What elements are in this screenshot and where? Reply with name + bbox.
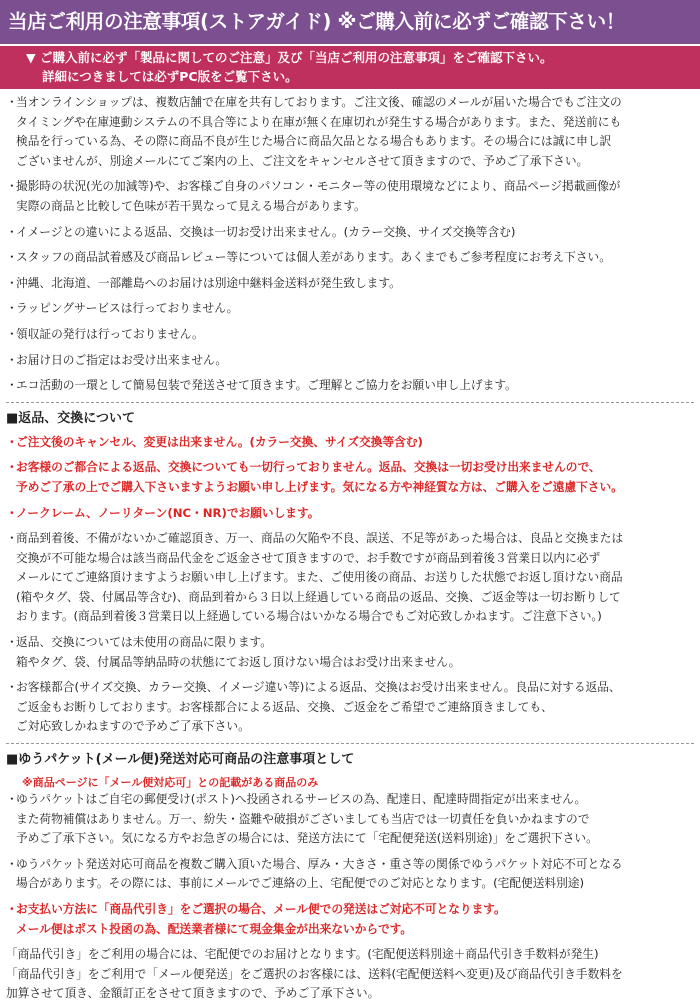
list-item-text — [16, 376, 517, 396]
text-line: 沖縄、北海道、一部離島へのお届けは別途中継料金送料が発生致します。 — [16, 275, 401, 290]
list-item-text — [16, 299, 238, 319]
list-item — [6, 376, 694, 396]
text-line: おります。(商品到着後３営業日以上経過している場合はいかなる場合でもご対応致しかねます。ご注意下さい。) — [16, 609, 602, 624]
list-item — [6, 351, 694, 371]
list-item — [6, 900, 694, 939]
returns-heading: ■返品、交換について — [6, 410, 136, 426]
bullet-icon: ・ — [6, 531, 18, 546]
list-item-text — [16, 633, 460, 672]
divider — [6, 402, 694, 403]
text-line: 検品を行っている為、その際に商品不良が生じた場合に商品欠品となる場合もあります。その場合には誠に申し訳 — [16, 134, 612, 149]
bullet-icon: ・ — [6, 460, 18, 475]
list-item-text — [16, 351, 227, 371]
list-item — [6, 678, 694, 737]
text-line: ご対応致しかねますので予めご了承下さい。 — [16, 719, 250, 734]
list-item-text — [16, 177, 620, 216]
text-line: お客様のご都合による返品、交換についても一切行っておりません。返品、交換は一切お受け出来ませんので、 — [16, 460, 601, 475]
text-line: 予めご了承の上でご購入下さいますようお願い申し上げます。気になる方や神経質な方は、ご購入をご遠慮下さい。 — [16, 479, 623, 494]
text-line: 予めご了承下さい。気になる方やお急ぎの場合には、発送方法にて「宅配便発送(送料別途)」をご選択下さい。 — [16, 831, 598, 846]
text-line: イメージとの違いによる返品、交換は一切お受け出来ません。(カラー交換、サイズ交換等含む) — [16, 224, 516, 239]
text-line: 「商品代引き」をご利用の場合には、宅配便でのお届けとなります。(宅配便送料別途＋商品代引き手数料が発生) — [6, 947, 599, 962]
list-item-text — [16, 458, 623, 497]
bullet-icon: ・ — [6, 635, 18, 650]
text-line: 「商品代引き」をご利用で「メール便発送」をご選択のお客様には、送料(宅配便送料へ変更)及び商品代引き手数料を — [6, 966, 623, 981]
notice-banner — [0, 46, 700, 89]
bullet-icon: ・ — [6, 902, 18, 916]
bullet-icon: ・ — [6, 856, 18, 871]
list-item — [6, 633, 694, 672]
bullet-icon: ・ — [6, 378, 18, 393]
list-item — [6, 93, 694, 171]
list-item — [6, 504, 694, 524]
text-line: タイミングや在庫連動システムの不具合等により在庫が無く在庫切れが発生する場合があります。また、発送前にも — [16, 114, 622, 129]
list-item — [6, 433, 694, 453]
bullet-icon: ・ — [6, 224, 18, 239]
list-item-text — [16, 248, 611, 268]
list-item — [6, 299, 694, 319]
text-line: ご返金もお断りしております。お客様都合による返品、交換、ご返金をご希望でご連絡頂きましても、 — [16, 699, 553, 714]
text-line: ゆうパケット発送対応可商品を複数ご購入頂いた場合、厚み・大きさ・重さ等の関係でゆうパケット対応不可となる — [16, 856, 623, 871]
bullet-icon: ・ — [6, 792, 18, 807]
returns-notes — [6, 529, 694, 737]
list-item — [6, 458, 694, 497]
list-item-text — [16, 678, 621, 737]
list-item — [6, 529, 694, 627]
list-item — [6, 248, 694, 268]
yupacket-notes — [6, 790, 694, 894]
text-line: 領収証の発行は行っておりません。 — [16, 326, 204, 341]
list-item — [6, 223, 694, 243]
list-item-text — [16, 325, 204, 345]
bullet-icon: ・ — [6, 95, 18, 109]
text-line: 場合があります。その際には、事前にメールでご連絡の上、宅配便でのご対応となります。(宅配便送料別途) — [16, 876, 585, 891]
list-item-text — [16, 900, 506, 939]
text-line: エコ活動の一環として簡易包装で発送させて頂きます。ご理解とご協力をお願い申し上げます。 — [16, 378, 517, 393]
bullet-icon: ・ — [6, 434, 18, 449]
returns-red-notes — [6, 433, 694, 523]
bullet-icon: ・ — [6, 250, 18, 265]
list-item-text — [16, 274, 401, 294]
bullet-icon: ・ — [6, 352, 18, 367]
text-line: 返品、交換については未使用の商品に限ります。 — [16, 635, 272, 650]
list-item — [6, 790, 694, 849]
list-item — [6, 325, 694, 345]
text-line: 商品到着後、不備がないかご確認頂き、万一、商品の欠陥や不良、誤送、不足等があった場合は、良品と交換または — [16, 531, 624, 546]
list-item-text — [16, 529, 623, 627]
text-line: (箱やタグ、袋、付属品等含む)、商品到着から３日以上経過している商品の返品、交換、ご返金等は一切お断りして — [16, 589, 621, 604]
list-item-text — [16, 855, 623, 894]
bullet-icon: ・ — [6, 301, 18, 316]
text-line: メール便はポスト投函の為、配送業者様にて現金集金が出来ないからです。 — [16, 921, 413, 936]
text-line: お届け日のご指定はお受け出来ません。 — [16, 352, 228, 367]
text-line: お客様都合(サイズ交換、カラー交換、イメージ違い等)による返品、交換はお受け出来ません。良品に対する返品、 — [16, 680, 621, 695]
text-line: 当オンラインショップは、複数店舗で在庫を共有しております。ご注文後、確認のメールが届いた場合でもご注文の — [16, 95, 622, 109]
text-line: ノークレーム、ノーリターン(NC・NR)でお願いします。 — [16, 505, 320, 520]
yupacket-subheading: ※商品ページに「メール便対応可」との記載がある商品のみ — [22, 776, 319, 790]
text-line: 実際の商品と比較して色味が若干異なって見える場合があります。 — [16, 198, 366, 213]
notice-line: 詳細につきましては必ずPC版をご覧下さい。 — [42, 69, 298, 84]
text-line: ご注文後のキャンセル、変更は出来ません。(カラー交換、サイズ交換等含む) — [16, 434, 423, 449]
bullet-icon: ・ — [6, 505, 18, 520]
list-item-text — [16, 93, 622, 171]
divider — [6, 743, 694, 744]
list-item — [6, 274, 694, 294]
list-item-text — [16, 433, 423, 453]
notice-line: ▼ ご購入前に必ず「製品に関してのご注意」及び「当店ご利用の注意事項」をご確認下さい。 — [26, 50, 553, 65]
guide-content — [0, 89, 700, 1004]
text-line: ラッピングサービスは行っておりません。 — [16, 301, 239, 316]
list-item — [6, 855, 694, 894]
text-line: また荷物補償はありません。万一、紛失・盗難や破損がございましても当店では一切責任を負いかねますので — [16, 811, 590, 826]
bullet-icon: ・ — [6, 680, 18, 695]
page-header: 当店ご利用の注意事項(ストアガイド) ※ご購入前に必ずご確認下さい！ — [0, 0, 700, 44]
bullet-icon: ・ — [6, 326, 18, 341]
bullet-icon: ・ — [6, 179, 18, 194]
text-line: メールにてご連絡頂けますようお願い申し上げます。また、ご使用後の商品、お送りした状態でお返し頂けない商品 — [16, 570, 623, 585]
yupacket-red-note — [6, 900, 694, 939]
yupacket-heading: ■ゆうパケット(メール便)発送対応可商品の注意事項として — [6, 752, 355, 768]
text-line: 加算させて頂き、金額訂正をさせて頂きますので、予めご了承下さい。 — [6, 986, 380, 1001]
yupacket-cod-notes — [6, 945, 694, 1004]
general-notes — [6, 93, 694, 396]
text-line: ゆうパケットはご自宅の郵便受け(ポスト)へ投函されるサービスの為、配達日、配達時間指定が出来ません。 — [16, 792, 587, 807]
bullet-icon: ・ — [6, 275, 18, 290]
list-item-text — [16, 504, 319, 524]
text-line: 交換が不可能な場合は該当商品代金をご返金させて頂きますので、お手数ですが商品到着後３営業日以内に必ず — [16, 550, 601, 565]
text-line: スタッフの商品試着感及び商品レビュー等については個人差があります。あくまでもご参考程度にお考え下さい。 — [16, 250, 611, 265]
text-line: 撮影時の状況(光の加減等)や、お客様ご自身のパソコン・モニター等の使用環境などにより、商品ページ掲載画像が — [16, 179, 621, 194]
text-line: 箱やタグ、袋、付属品等納品時の状態にてお返し頂けない場合はお受け出来ません。 — [16, 654, 461, 669]
list-item — [6, 177, 694, 216]
list-item-text — [16, 790, 598, 849]
text-line: ございませんが、別途メールにてご案内の上、ご注文をキャンセルさせて頂きますので、予めご了承下さい。 — [16, 153, 589, 168]
list-item-text — [16, 223, 515, 243]
text-line: お支払い方法に「商品代引き」をご選択の場合、メール便での発送はご対応不可となります。 — [16, 902, 506, 916]
